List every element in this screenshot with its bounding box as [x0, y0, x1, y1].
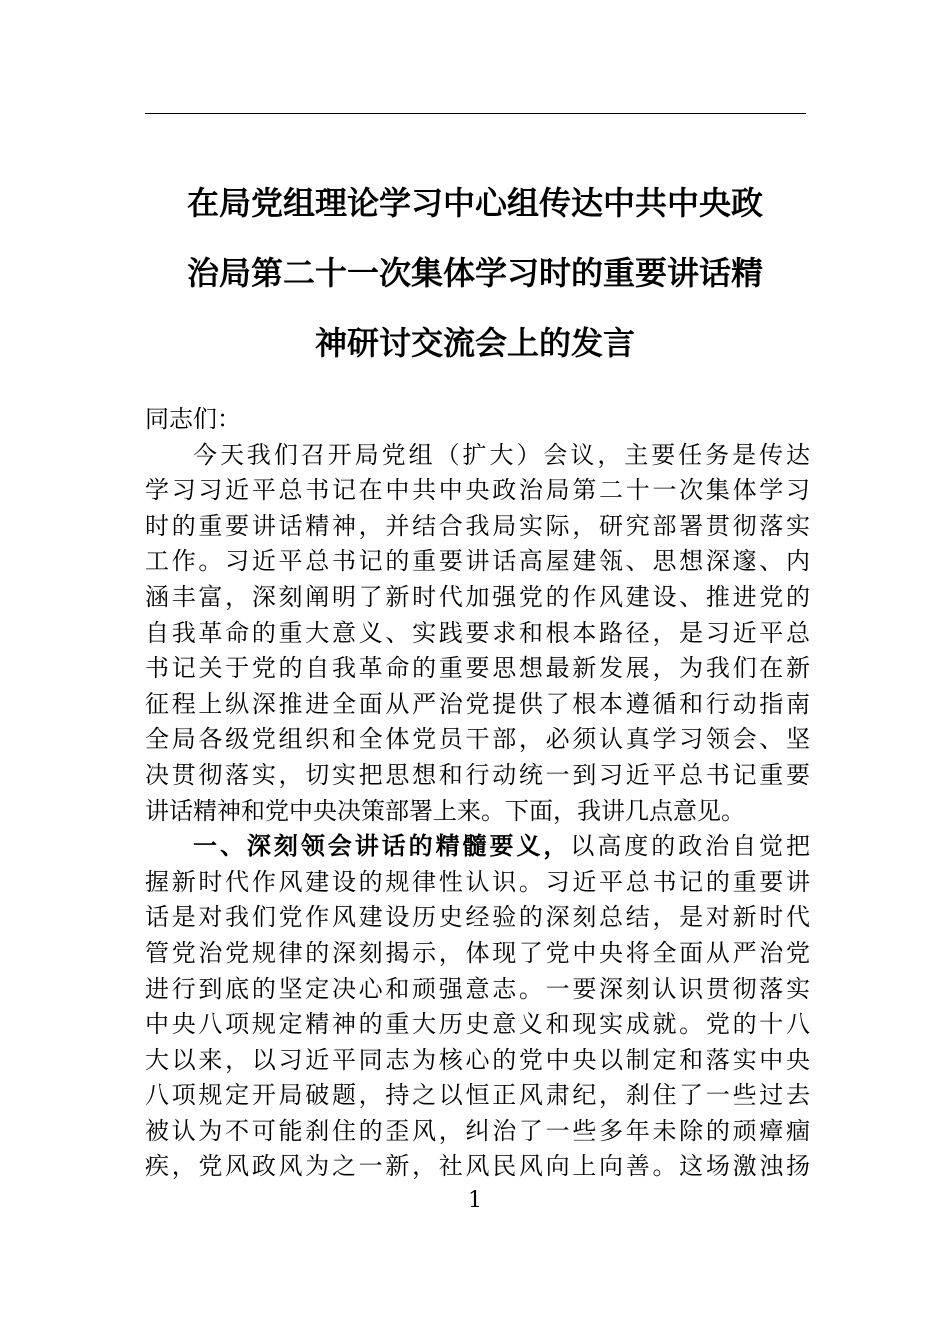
- paragraph-line: 讲话精神和党中央决策部署上来。下面，我讲几点意见。: [145, 796, 745, 825]
- paragraph-line: 工作。习近平总书记的重要讲话高屋建瓴、思想深邃、内: [145, 547, 810, 576]
- paragraph-line: 自我革命的重大意义、实践要求和根本路径，是习近平总: [145, 618, 810, 647]
- section-first-line: [145, 829, 810, 865]
- paragraph-line: 被认为不可能刹住的歪风，纠治了一些多年未除的顽瘴痼: [145, 1116, 810, 1145]
- paragraph-line: 时的重要讲话精神，并结合我局实际，研究部署贯彻落实: [145, 511, 810, 540]
- paragraph-line: 话是对我们党作风建设历史经验的深刻总结，是对新时代: [145, 903, 810, 932]
- paragraph-line: 管党治党规律的深刻揭示，体现了党中央将全面从严治党: [145, 938, 810, 967]
- paragraph-line: 八项规定开局破题，持之以恒正风肃纪，刹住了一些过去: [145, 1081, 810, 1110]
- paragraph-line: 进行到底的坚定决心和顽强意志。一要深刻认识贯彻落实: [145, 974, 810, 1003]
- header-rule: [145, 113, 806, 114]
- document-title: [140, 168, 810, 378]
- document-body: [145, 402, 810, 1185]
- paragraph-line: 学习习近平总书记在中共中央政治局第二十一次集体学习: [145, 476, 810, 505]
- paragraph-line: 决贯彻落实，切实把思想和行动统一到习近平总书记重要: [145, 760, 810, 789]
- paragraph-line: 握新时代作风建设的规律性认识。习近平总书记的重要讲: [145, 867, 810, 896]
- page-number: 1: [468, 1188, 482, 1213]
- paragraph-line: 中央八项规定精神的重大历史意义和现实成就。党的十八: [145, 1010, 810, 1039]
- paragraph-line: 全局各级党组织和全体党员干部，必须认真学习领会、坚: [145, 725, 810, 754]
- paragraph-line: 大以来，以习近平同志为核心的党中央以制定和落实中央: [145, 1045, 810, 1074]
- title-line: 在局党组理论学习中心组传达中共中央政: [186, 184, 763, 222]
- paragraph-line: 今天我们召开局党组（扩大）会议，主要任务是传达: [193, 440, 810, 469]
- paragraph-line: 征程上纵深推进全面从严治党提供了根本遵循和行动指南: [145, 689, 810, 718]
- section-heading: 一、深刻领会讲话的精髓要义，: [193, 832, 571, 861]
- section-heading-rest: 以高度的政治自觉把: [570, 832, 811, 861]
- paragraph-line: 疾，党风政风为之一新，社风民风向上向善。这场激浊扬: [145, 1152, 810, 1181]
- paragraph-line: 涵丰富，深刻阐明了新时代加强党的作风建设、推进党的: [145, 582, 810, 611]
- paragraph-line: 书记关于党的自我革命的重要思想最新发展，为我们在新: [145, 654, 810, 683]
- title-line: 神研讨交流会上的发言: [314, 324, 635, 362]
- title-line: 治局第二十一次集体学习时的重要讲话精: [186, 254, 763, 292]
- salutation: 同志们：: [145, 405, 241, 433]
